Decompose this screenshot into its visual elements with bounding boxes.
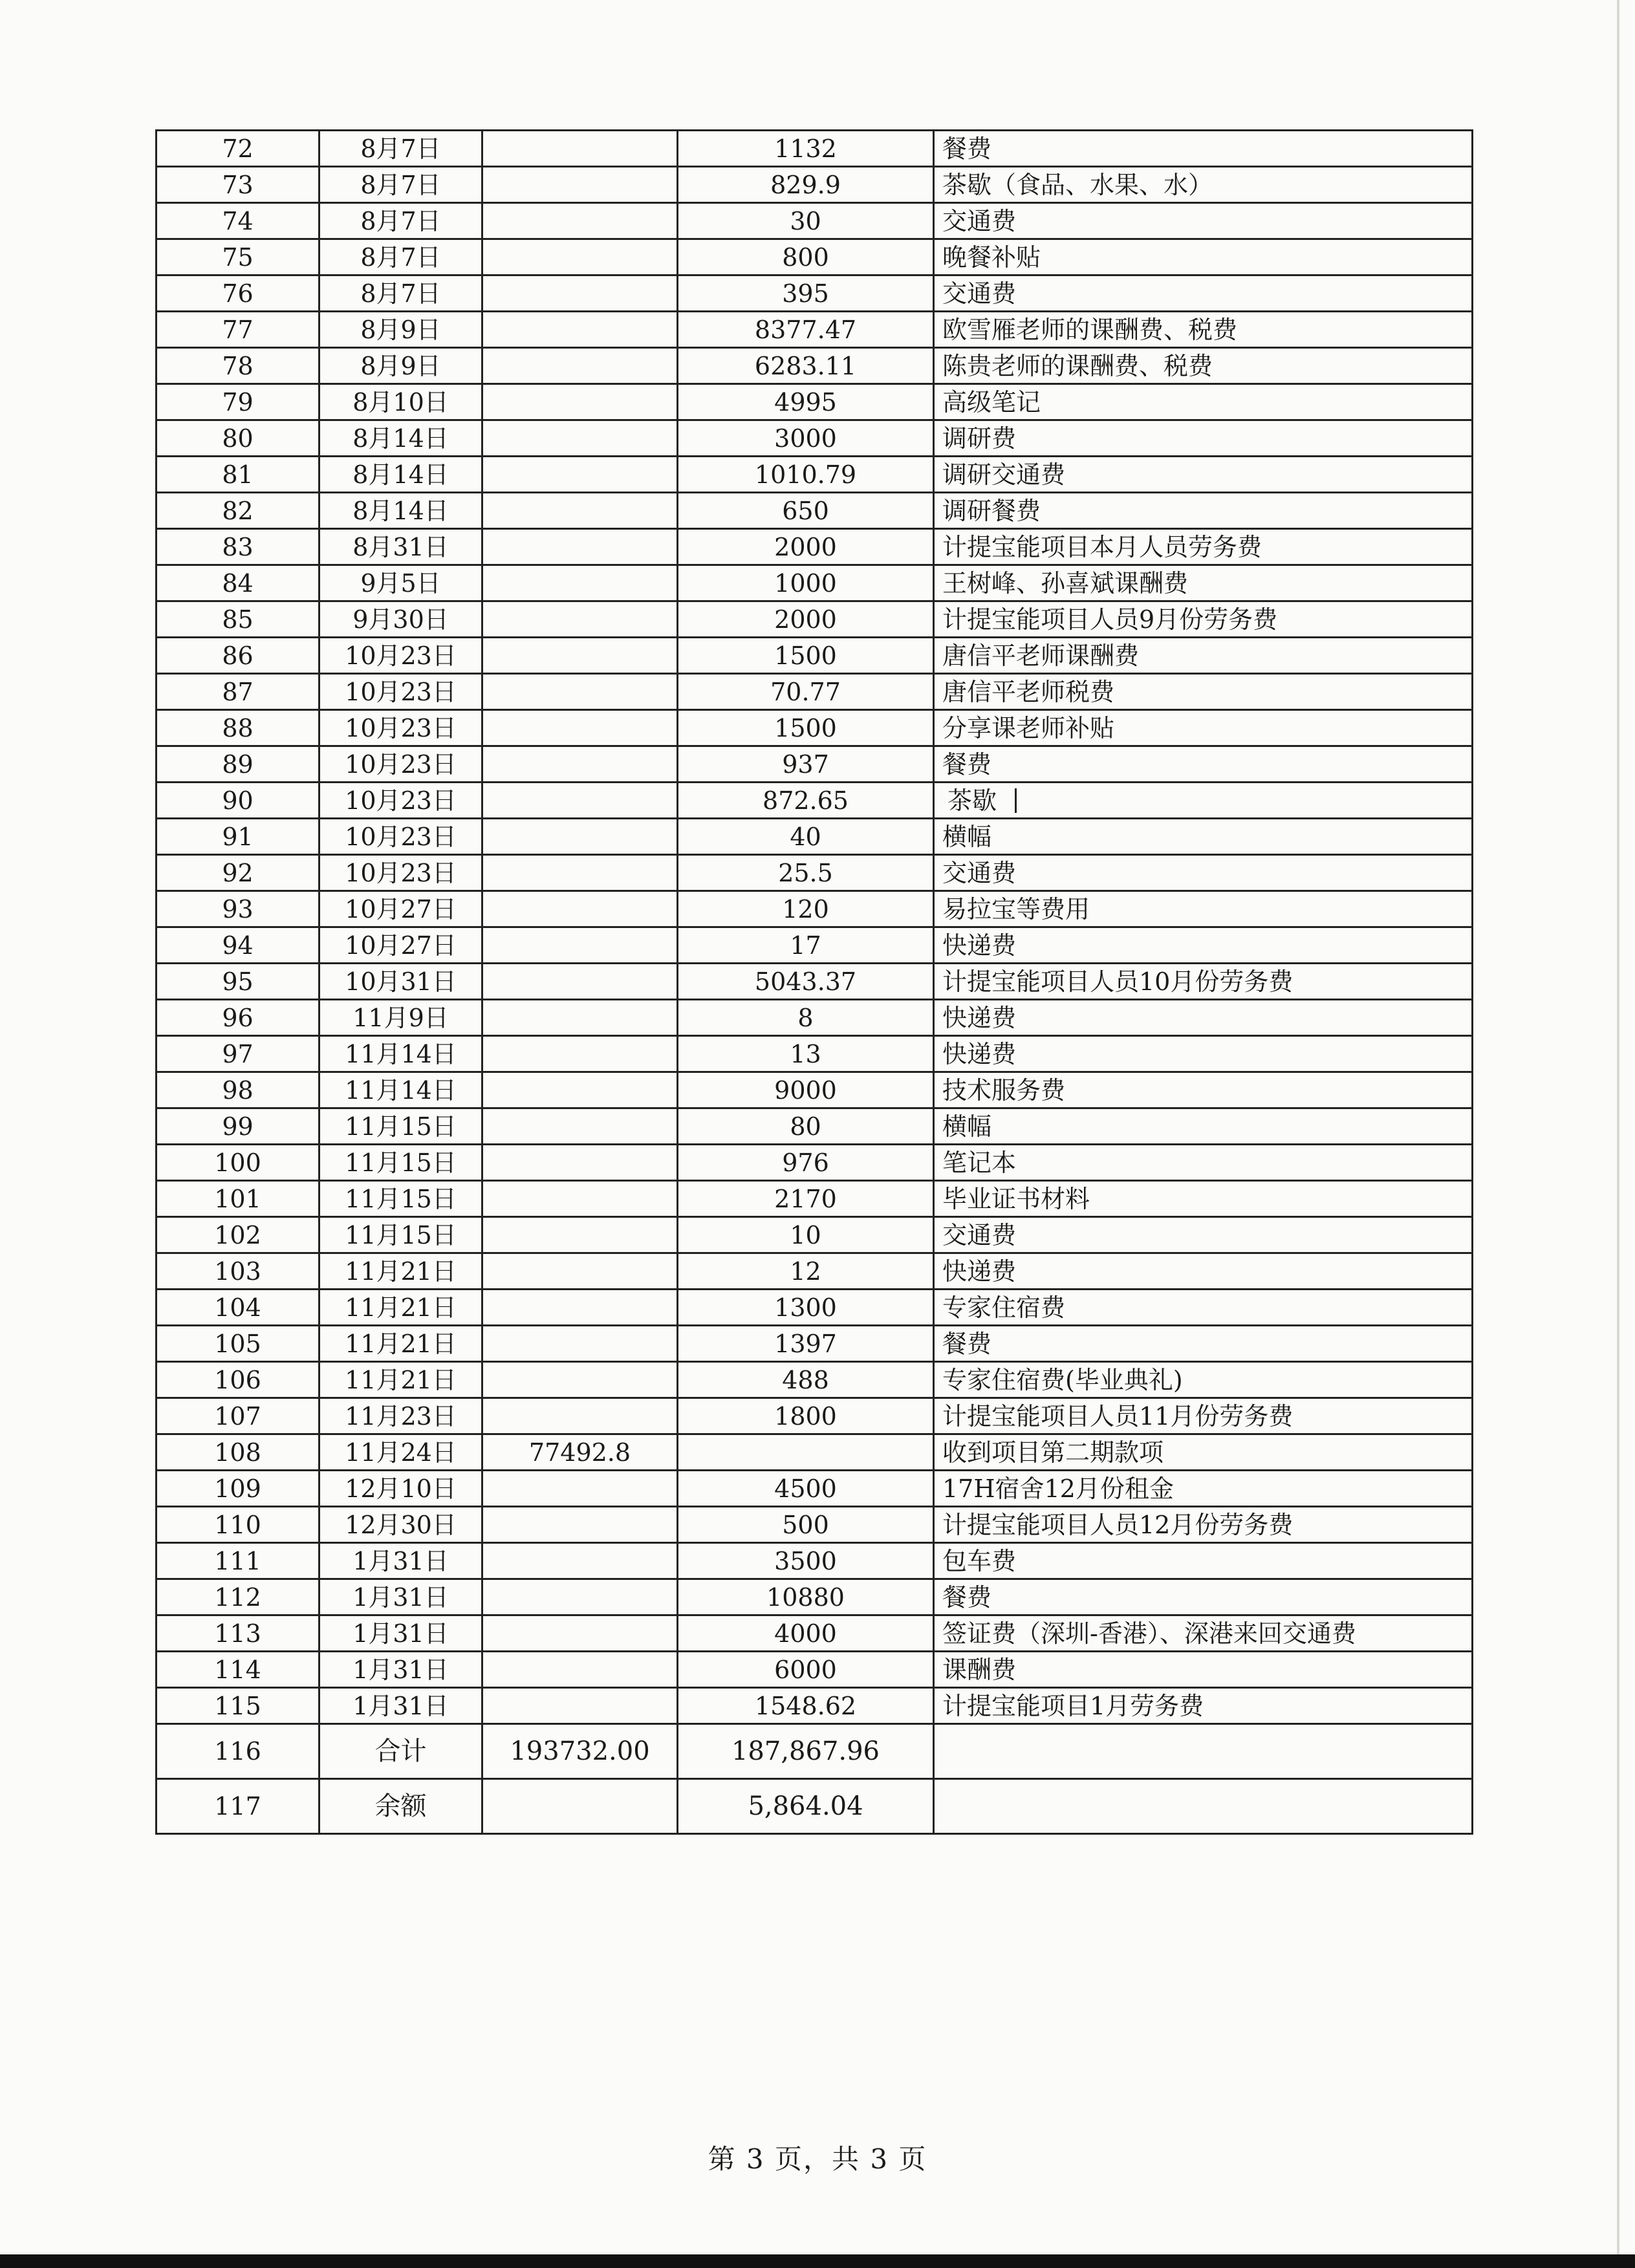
balance-expense: 5,864.04 [678, 1779, 934, 1834]
row-date: 12月30日 [319, 1507, 482, 1543]
table-row [157, 239, 1473, 275]
row-income [482, 1181, 678, 1217]
row-desc: 横幅 [934, 819, 1473, 855]
row-desc: 快递费 [934, 1036, 1473, 1072]
row-desc: 收到项目第二期款项 [934, 1434, 1473, 1471]
row-income [482, 239, 678, 275]
row-income [482, 1543, 678, 1579]
ledger-body [157, 131, 1473, 1834]
row-date: 10月31日 [319, 964, 482, 1000]
row-desc: 毕业证书材料 [934, 1181, 1473, 1217]
row-income [482, 1688, 678, 1724]
row-expense: 5043.37 [678, 964, 934, 1000]
row-no: 98 [157, 1072, 319, 1108]
row-desc: 计提宝能项目人员10月份劳务费 [934, 964, 1473, 1000]
row-no: 97 [157, 1036, 319, 1072]
row-no: 74 [157, 203, 319, 239]
row-expense: 1397 [678, 1326, 934, 1362]
row-desc: 交通费 [934, 855, 1473, 891]
row-desc: 高级笔记 [934, 384, 1473, 420]
row-desc: 交通费 [934, 1217, 1473, 1253]
row-income [482, 457, 678, 493]
row-income: 77492.8 [482, 1434, 678, 1471]
row-desc: 分享课老师补贴 [934, 710, 1473, 746]
row-no: 103 [157, 1253, 319, 1290]
row-no: 109 [157, 1471, 319, 1507]
table-row [157, 1036, 1473, 1072]
row-date: 10月23日 [319, 710, 482, 746]
row-date: 9月5日 [319, 565, 482, 601]
row-expense: 650 [678, 493, 934, 529]
row-date: 10月27日 [319, 927, 482, 964]
row-desc: 调研交通费 [934, 457, 1473, 493]
row-date: 1月31日 [319, 1543, 482, 1579]
row-expense: 500 [678, 1507, 934, 1543]
row-desc: 17H宿舍12月份租金 [934, 1471, 1473, 1507]
row-expense: 1548.62 [678, 1688, 934, 1724]
row-expense: 10 [678, 1217, 934, 1253]
row-desc: 唐信平老师税费 [934, 674, 1473, 710]
row-income [482, 1326, 678, 1362]
row-income [482, 167, 678, 203]
row-income [482, 927, 678, 964]
table-row [157, 1072, 1473, 1108]
row-no: 108 [157, 1434, 319, 1471]
row-no: 102 [157, 1217, 319, 1253]
row-no: 81 [157, 457, 319, 493]
row-no: 110 [157, 1507, 319, 1543]
row-no: 107 [157, 1398, 319, 1434]
row-income [482, 131, 678, 167]
row-desc: 计提宝能项目人员12月份劳务费 [934, 1507, 1473, 1543]
table-row [157, 1362, 1473, 1398]
row-no: 89 [157, 746, 319, 783]
row-desc: 交通费 [934, 275, 1473, 312]
row-desc: 唐信平老师课酬费 [934, 638, 1473, 674]
row-date: 11月21日 [319, 1362, 482, 1398]
row-income [482, 746, 678, 783]
row-income [482, 710, 678, 746]
row-income [482, 1145, 678, 1181]
row-expense: 4995 [678, 384, 934, 420]
row-desc: 横幅 [934, 1108, 1473, 1145]
row-no: 75 [157, 239, 319, 275]
row-desc: 包车费 [934, 1543, 1473, 1579]
row-income [482, 275, 678, 312]
row-income [482, 1507, 678, 1543]
row-expense: 2000 [678, 529, 934, 565]
row-date: 8月9日 [319, 312, 482, 348]
table-row [157, 420, 1473, 457]
table-row [157, 1253, 1473, 1290]
row-expense: 829.9 [678, 167, 934, 203]
row-date: 1月31日 [319, 1688, 482, 1724]
row-expense: 8377.47 [678, 312, 934, 348]
row-expense: 1132 [678, 131, 934, 167]
row-expense: 8 [678, 1000, 934, 1036]
row-income [482, 529, 678, 565]
row-date: 10月23日 [319, 855, 482, 891]
row-date: 12月10日 [319, 1471, 482, 1507]
row-expense: 1500 [678, 710, 934, 746]
scan-edge-bottom [0, 2254, 1635, 2268]
row-income [482, 674, 678, 710]
row-no: 92 [157, 855, 319, 891]
row-expense: 12 [678, 1253, 934, 1290]
row-desc: 专家住宿费(毕业典礼) [934, 1362, 1473, 1398]
row-desc: 调研费 [934, 420, 1473, 457]
row-date: 8月31日 [319, 529, 482, 565]
row-date: 10月23日 [319, 674, 482, 710]
table-row [157, 1181, 1473, 1217]
row-date: 8月7日 [319, 239, 482, 275]
row-date: 1月31日 [319, 1652, 482, 1688]
row-income [482, 819, 678, 855]
row-expense: 13 [678, 1036, 934, 1072]
table-row [157, 312, 1473, 348]
row-expense: 937 [678, 746, 934, 783]
row-desc: 餐费 [934, 131, 1473, 167]
row-expense: 2000 [678, 601, 934, 638]
row-expense: 1300 [678, 1290, 934, 1326]
row-expense: 1500 [678, 638, 934, 674]
row-income [482, 601, 678, 638]
row-no: 85 [157, 601, 319, 638]
row-no: 100 [157, 1145, 319, 1181]
row-desc: 计提宝能项目人员9月份劳务费 [934, 601, 1473, 638]
row-date: 8月7日 [319, 167, 482, 203]
row-no: 79 [157, 384, 319, 420]
row-income [482, 964, 678, 1000]
row-desc-text: 茶歇 [941, 788, 1017, 813]
scan-edge-right [1617, 0, 1619, 2268]
row-expense: 40 [678, 819, 934, 855]
row-date: 11月14日 [319, 1036, 482, 1072]
row-date: 11月15日 [319, 1108, 482, 1145]
row-income [482, 1036, 678, 1072]
row-income [482, 1108, 678, 1145]
row-date: 8月14日 [319, 493, 482, 529]
row-no: 94 [157, 927, 319, 964]
row-income [482, 203, 678, 239]
total-label: 合计 [319, 1724, 482, 1779]
table-row [157, 1145, 1473, 1181]
row-no: 73 [157, 167, 319, 203]
row-no: 113 [157, 1615, 319, 1652]
row-no: 82 [157, 493, 319, 529]
table-row [157, 1471, 1473, 1507]
table-row [157, 819, 1473, 855]
row-no: 78 [157, 348, 319, 384]
row-date: 11月15日 [319, 1217, 482, 1253]
row-expense: 2170 [678, 1181, 934, 1217]
row-no: 80 [157, 420, 319, 457]
row-no: 90 [157, 783, 319, 819]
row-desc: 快递费 [934, 927, 1473, 964]
row-date: 11月9日 [319, 1000, 482, 1036]
row-desc: 技术服务费 [934, 1072, 1473, 1108]
row-no: 93 [157, 891, 319, 927]
row-date: 8月10日 [319, 384, 482, 420]
table-row [157, 1615, 1473, 1652]
row-date: 10月23日 [319, 783, 482, 819]
row-no: 104 [157, 1290, 319, 1326]
row-expense: 872.65 [678, 783, 934, 819]
row-no: 72 [157, 131, 319, 167]
row-date: 10月23日 [319, 819, 482, 855]
total-row-no: 116 [157, 1724, 319, 1779]
table-row [157, 275, 1473, 312]
table-row [157, 855, 1473, 891]
row-date: 1月31日 [319, 1615, 482, 1652]
row-desc: 计提宝能项目人员11月份劳务费 [934, 1398, 1473, 1434]
total-expense: 187,867.96 [678, 1724, 934, 1779]
row-desc: 计提宝能项目1月劳务费 [934, 1688, 1473, 1724]
row-income [482, 420, 678, 457]
row-expense: 120 [678, 891, 934, 927]
row-income [482, 348, 678, 384]
row-income [482, 1652, 678, 1688]
table-row [157, 457, 1473, 493]
row-date: 11月21日 [319, 1326, 482, 1362]
row-date: 10月23日 [319, 638, 482, 674]
row-desc: 计提宝能项目本月人员劳务费 [934, 529, 1473, 565]
row-desc: 签证费（深圳-香港）、深港来回交通费 [934, 1615, 1473, 1652]
table-row [157, 1108, 1473, 1145]
row-income [482, 1579, 678, 1615]
row-income [482, 1471, 678, 1507]
expense-ledger-table [155, 129, 1473, 1835]
total-desc [934, 1724, 1473, 1779]
row-desc: 晚餐补贴 [934, 239, 1473, 275]
row-date: 8月14日 [319, 457, 482, 493]
balance-label: 余额 [319, 1779, 482, 1834]
row-date: 11月23日 [319, 1398, 482, 1434]
row-desc [934, 783, 1473, 819]
row-date: 8月7日 [319, 275, 482, 312]
row-income [482, 1072, 678, 1108]
row-desc: 调研餐费 [934, 493, 1473, 529]
row-no: 83 [157, 529, 319, 565]
balance-row-no: 117 [157, 1779, 319, 1834]
table-row [157, 1652, 1473, 1688]
row-desc: 陈贵老师的课酬费、税费 [934, 348, 1473, 384]
row-date: 8月14日 [319, 420, 482, 457]
row-expense: 3000 [678, 420, 934, 457]
table-row [157, 927, 1473, 964]
row-desc: 茶歇（食品、水果、水） [934, 167, 1473, 203]
table-row [157, 1290, 1473, 1326]
row-income [482, 783, 678, 819]
row-desc: 欧雪雁老师的课酬费、税费 [934, 312, 1473, 348]
table-row [157, 1217, 1473, 1253]
row-income [482, 855, 678, 891]
table-row [157, 529, 1473, 565]
row-no: 105 [157, 1326, 319, 1362]
row-expense: 3500 [678, 1543, 934, 1579]
table-row [157, 746, 1473, 783]
row-desc: 快递费 [934, 1253, 1473, 1290]
row-income [482, 384, 678, 420]
row-income [482, 312, 678, 348]
row-income [482, 493, 678, 529]
row-income [482, 565, 678, 601]
table-row [157, 638, 1473, 674]
row-expense: 25.5 [678, 855, 934, 891]
row-expense: 1010.79 [678, 457, 934, 493]
row-desc: 专家住宿费 [934, 1290, 1473, 1326]
row-income [482, 1615, 678, 1652]
table-row [157, 348, 1473, 384]
row-date: 8月7日 [319, 203, 482, 239]
row-expense: 80 [678, 1108, 934, 1145]
row-date: 9月30日 [319, 601, 482, 638]
row-no: 76 [157, 275, 319, 312]
row-no: 88 [157, 710, 319, 746]
row-desc: 易拉宝等费用 [934, 891, 1473, 927]
row-no: 101 [157, 1181, 319, 1217]
table-row [157, 1000, 1473, 1036]
row-income [482, 1290, 678, 1326]
row-no: 91 [157, 819, 319, 855]
row-no: 99 [157, 1108, 319, 1145]
row-desc: 餐费 [934, 1579, 1473, 1615]
row-income [482, 1000, 678, 1036]
row-income [482, 1253, 678, 1290]
row-expense: 9000 [678, 1072, 934, 1108]
row-expense: 4000 [678, 1615, 934, 1652]
row-no: 112 [157, 1579, 319, 1615]
table-row [157, 203, 1473, 239]
row-income [482, 1362, 678, 1398]
table-row [157, 1543, 1473, 1579]
row-no: 95 [157, 964, 319, 1000]
table-row [157, 493, 1473, 529]
row-date: 11月21日 [319, 1290, 482, 1326]
row-date: 11月15日 [319, 1145, 482, 1181]
row-expense: 70.77 [678, 674, 934, 710]
table-row [157, 783, 1473, 819]
row-date: 11月14日 [319, 1072, 482, 1108]
table-row [157, 1688, 1473, 1724]
table-row [157, 131, 1473, 167]
row-expense: 800 [678, 239, 934, 275]
row-expense [678, 1434, 934, 1471]
row-expense: 1000 [678, 565, 934, 601]
row-no: 96 [157, 1000, 319, 1036]
row-expense: 6283.11 [678, 348, 934, 384]
row-income [482, 1398, 678, 1434]
table-row [157, 1326, 1473, 1362]
row-desc: 餐费 [934, 746, 1473, 783]
row-expense: 6000 [678, 1652, 934, 1688]
table-row [157, 891, 1473, 927]
table-row [157, 384, 1473, 420]
row-expense: 17 [678, 927, 934, 964]
row-expense: 4500 [678, 1471, 934, 1507]
row-expense: 488 [678, 1362, 934, 1398]
row-expense: 976 [678, 1145, 934, 1181]
row-date: 11月15日 [319, 1181, 482, 1217]
row-date: 1月31日 [319, 1579, 482, 1615]
row-desc: 快递费 [934, 1000, 1473, 1036]
row-expense: 395 [678, 275, 934, 312]
row-no: 114 [157, 1652, 319, 1688]
row-date: 10月23日 [319, 746, 482, 783]
row-no: 115 [157, 1688, 319, 1724]
row-desc: 笔记本 [934, 1145, 1473, 1181]
row-date: 8月9日 [319, 348, 482, 384]
row-no: 86 [157, 638, 319, 674]
total-row [157, 1724, 1473, 1779]
table-row [157, 674, 1473, 710]
balance-income [482, 1779, 678, 1834]
row-no: 77 [157, 312, 319, 348]
row-income [482, 1217, 678, 1253]
total-income: 193732.00 [482, 1724, 678, 1779]
table-row [157, 710, 1473, 746]
table-row [157, 167, 1473, 203]
table-row [157, 1507, 1473, 1543]
balance-row [157, 1779, 1473, 1834]
row-date: 10月27日 [319, 891, 482, 927]
table-row [157, 964, 1473, 1000]
row-income [482, 638, 678, 674]
row-date: 11月24日 [319, 1434, 482, 1471]
row-desc: 王树峰、孙喜斌课酬费 [934, 565, 1473, 601]
row-expense: 1800 [678, 1398, 934, 1434]
row-no: 87 [157, 674, 319, 710]
table-row [157, 601, 1473, 638]
page-number-footer: 第 3 页，共 3 页 [708, 2143, 927, 2175]
row-expense: 30 [678, 203, 934, 239]
row-no: 106 [157, 1362, 319, 1398]
row-date: 11月21日 [319, 1253, 482, 1290]
row-no: 84 [157, 565, 319, 601]
row-no: 111 [157, 1543, 319, 1579]
table-row [157, 1434, 1473, 1471]
table-row [157, 1579, 1473, 1615]
table-row [157, 565, 1473, 601]
row-date: 8月7日 [319, 131, 482, 167]
row-desc: 交通费 [934, 203, 1473, 239]
row-desc: 课酬费 [934, 1652, 1473, 1688]
row-desc: 餐费 [934, 1326, 1473, 1362]
table-row [157, 1398, 1473, 1434]
row-expense: 10880 [678, 1579, 934, 1615]
row-income [482, 891, 678, 927]
balance-desc [934, 1779, 1473, 1834]
